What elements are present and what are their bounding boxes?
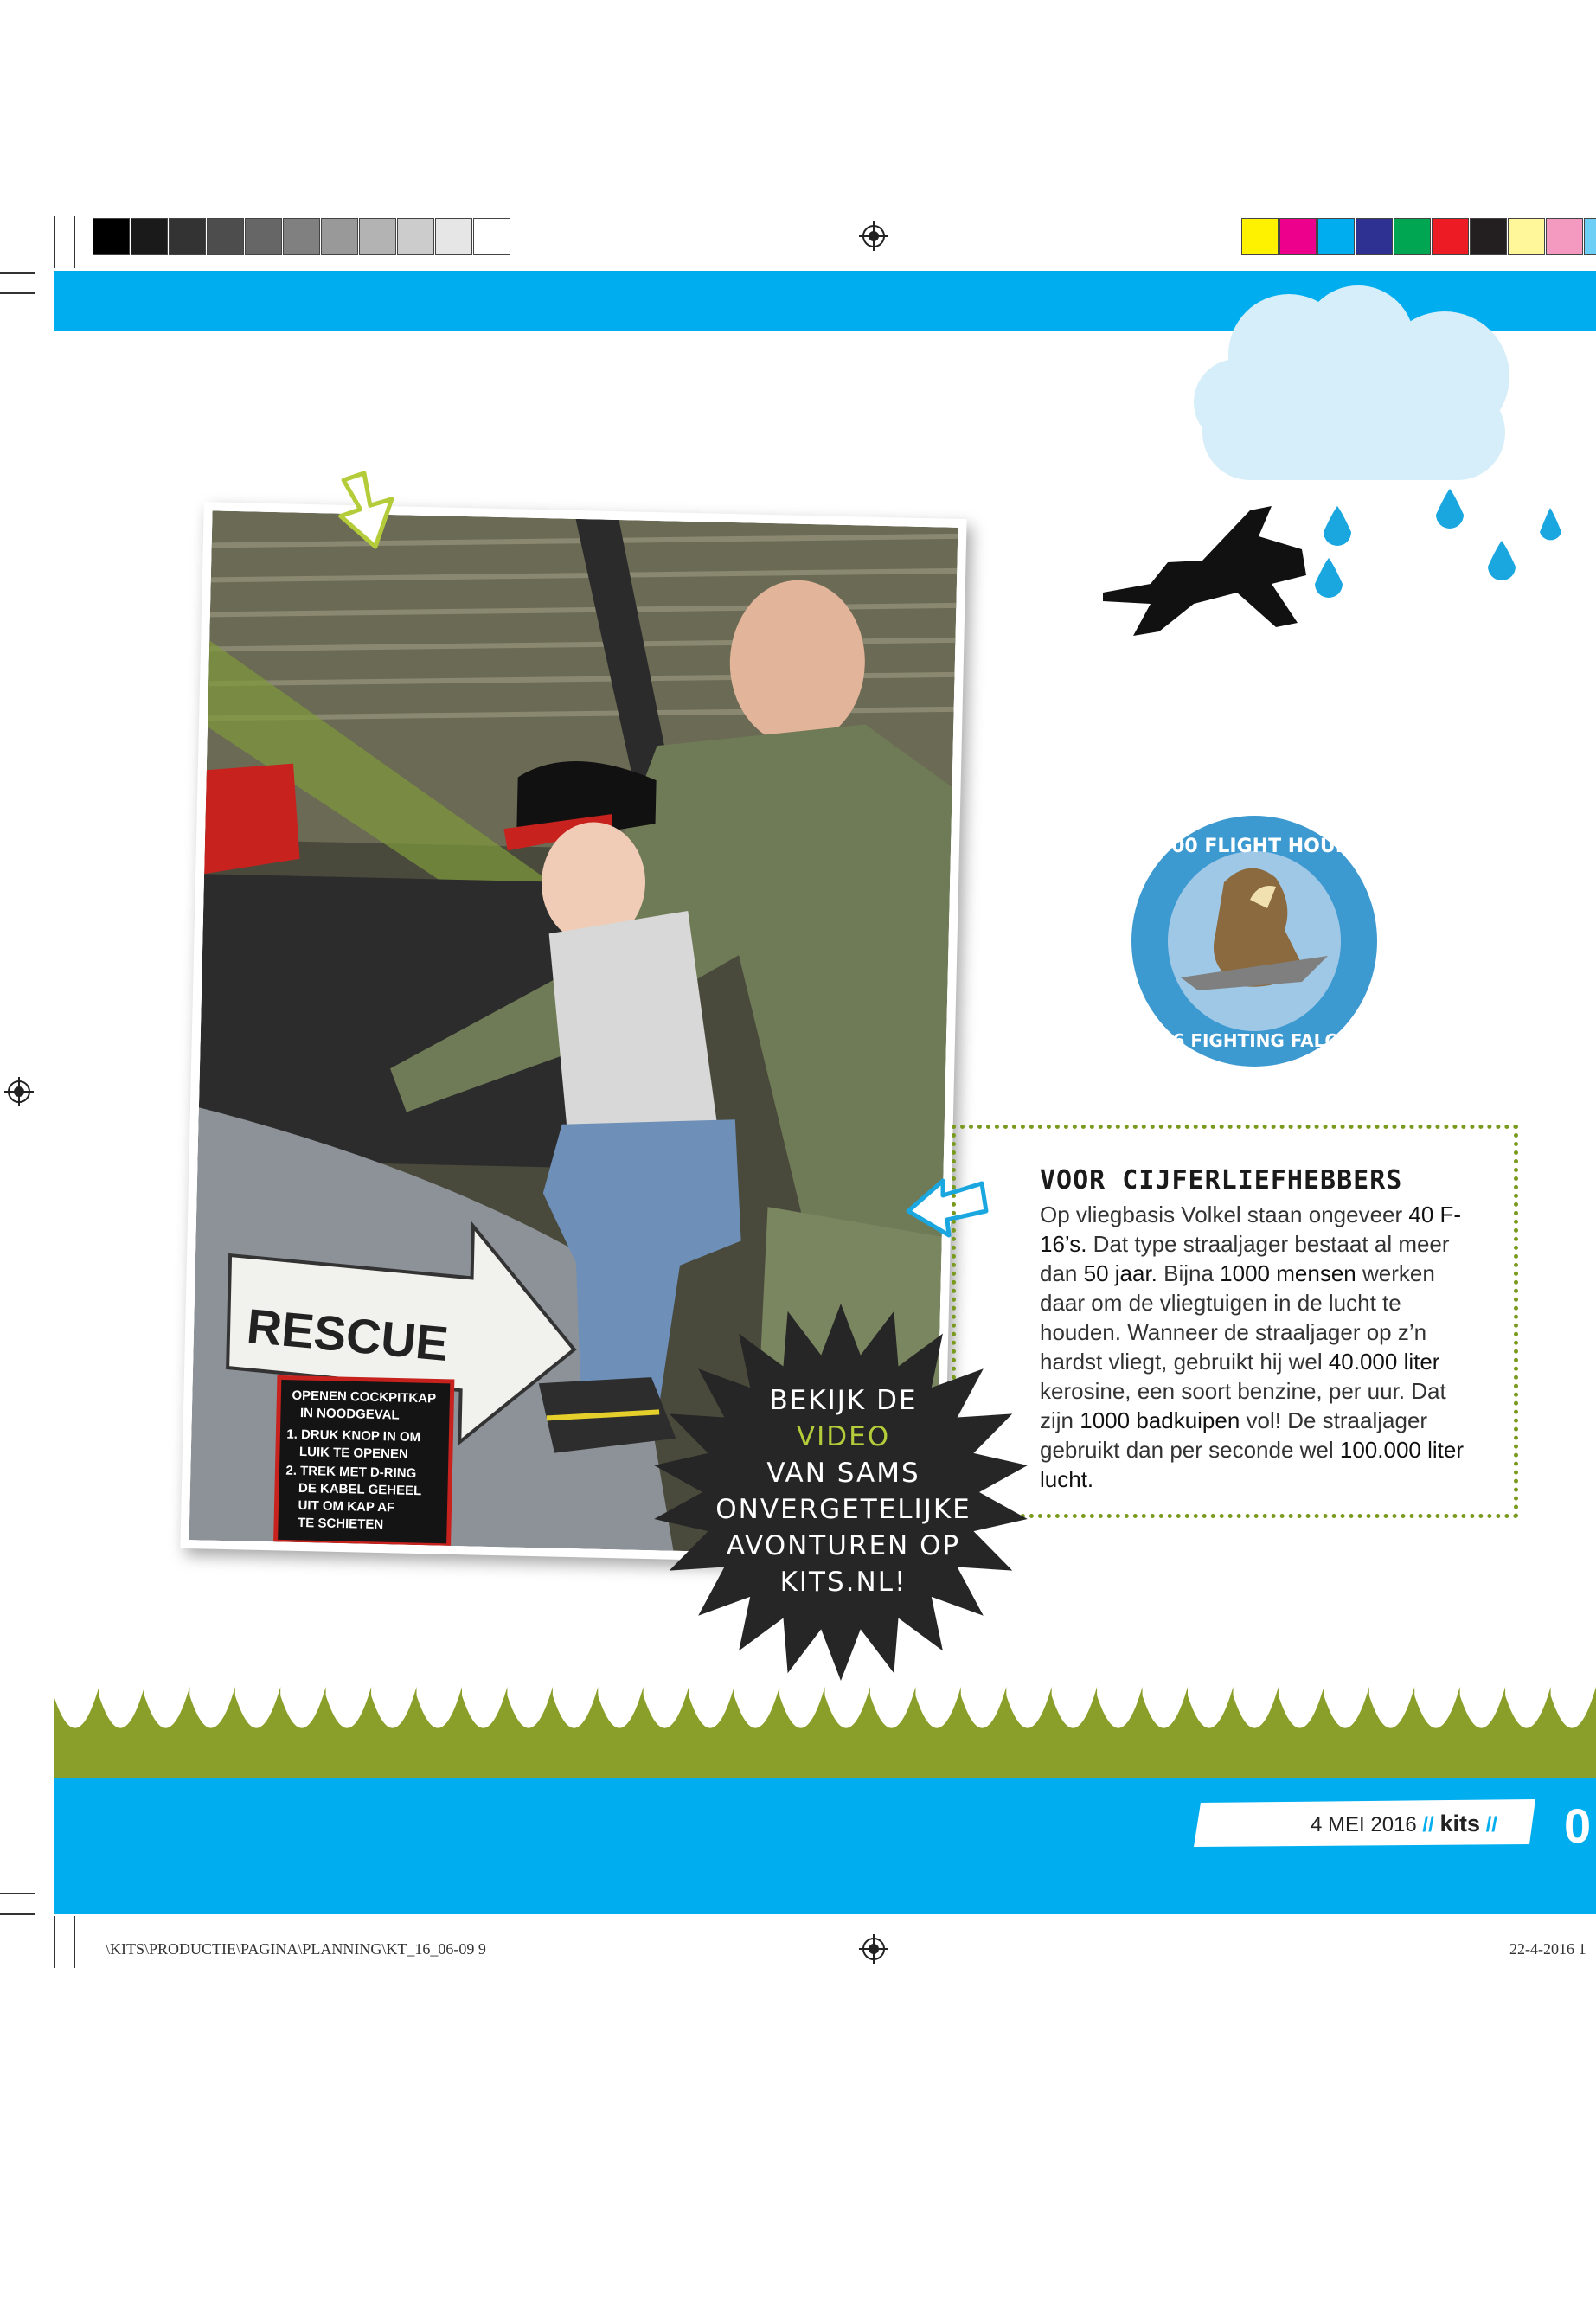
placard-line: OPENEN COCKPITKAP <box>292 1388 437 1407</box>
facts-text-segment: werken daar om de vliegtuigen in de lucht te houden. Wanneer de straaljager op z’n hardst vliegt, gebruikt hij wel <box>1040 1260 1435 1375</box>
grass-border <box>54 1661 1596 1782</box>
crop-mark <box>54 216 55 268</box>
callout-line: VAN SAMS <box>766 1458 920 1489</box>
facts-text-segment: Bijna <box>1157 1260 1221 1286</box>
gray-swatch <box>131 218 168 255</box>
placard-line: 2. TREK MET D-RING <box>285 1463 417 1482</box>
gray-swatch <box>359 218 396 255</box>
facts-text-segment: kerosine, een soort benzine, per uur. Dat zijn <box>1040 1378 1446 1433</box>
facts-text-segment: Op vliegbasis Volkel staan ongeveer <box>1040 1202 1409 1227</box>
crop-mark <box>74 216 75 268</box>
gray-swatch <box>207 218 244 255</box>
gray-swatch <box>473 218 510 255</box>
placard-line: 1. DRUK KNOP IN OM <box>286 1426 421 1445</box>
gray-swatch <box>435 218 472 255</box>
crop-mark <box>0 1913 35 1915</box>
placard-line: LUIK TE OPENEN <box>298 1444 408 1462</box>
crop-mark <box>0 1893 35 1894</box>
facts-title: VOOR CIJFERLIEFHEBBERS <box>1040 1165 1403 1195</box>
crop-mark <box>0 272 35 274</box>
facts-highlight: 50 jaar. <box>1083 1260 1157 1286</box>
facts-highlight: 40.000 liter <box>1328 1349 1440 1375</box>
gray-swatch <box>245 218 282 255</box>
callout-link[interactable]: KITS.NL! <box>779 1567 907 1598</box>
brand-name: kits <box>1439 1811 1480 1836</box>
video-callout[interactable] <box>688 1382 999 1600</box>
issue-date: 4 MEI 2016 <box>1311 1813 1417 1836</box>
callout-line: ONVERGETELIJKE <box>715 1494 971 1525</box>
crop-mark <box>74 1916 75 1968</box>
callout-video-word: VIDEO <box>796 1421 891 1452</box>
facts-highlight: 1000 badkuipen <box>1080 1407 1240 1433</box>
registration-mark-icon <box>859 221 888 251</box>
flight-hours-patch <box>1129 813 1380 1068</box>
patch-top-text: 1000 FLIGHT HOURS <box>1144 836 1364 857</box>
registration-mark-icon <box>4 1077 34 1106</box>
callout-line: BEKIJK DE <box>769 1385 918 1416</box>
slug-path: \KITS\PRODUCTIE\PAGINA\PLANNING\KT_16_06-09 9 <box>106 1940 486 1958</box>
facts-highlight: 100.000 liter lucht. <box>1040 1437 1464 1492</box>
fighter-jet-icon <box>1099 502 1332 644</box>
crop-mark <box>54 1916 55 1968</box>
separator: // <box>1422 1813 1434 1836</box>
registration-mark-icon <box>859 1934 888 1964</box>
callout-line: AVONTUREN OP <box>726 1530 961 1561</box>
color-swatch <box>1279 218 1317 255</box>
placard-line: IN NOODGEVAL <box>299 1405 400 1423</box>
grass-shape <box>54 1687 1596 1782</box>
gray-swatch <box>283 218 320 255</box>
separator: // <box>1485 1813 1497 1836</box>
facts-body <box>1040 1200 1472 1494</box>
placard-line: UIT OM KAP AF <box>298 1497 395 1516</box>
page-number: 0 <box>1564 1798 1592 1853</box>
color-swatch <box>1432 218 1469 255</box>
gray-swatch <box>397 218 434 255</box>
color-swatch <box>1394 218 1431 255</box>
rescue-sign-text: RESCUE <box>244 1298 451 1371</box>
color-swatch <box>1508 218 1545 255</box>
color-swatch <box>1470 218 1507 255</box>
color-swatch <box>1584 218 1596 255</box>
gray-swatch <box>93 218 130 255</box>
facts-highlight: 1000 mensen <box>1220 1260 1356 1286</box>
slug-date: 22-4-2016 1 <box>1509 1940 1586 1958</box>
arrow-down-icon <box>333 471 402 554</box>
placard-line: TE SCHIETEN <box>297 1515 384 1533</box>
facts-text-segment: Dat type straaljager bestaat al meer dan <box>1040 1231 1450 1286</box>
issue-date-line <box>1311 1811 1497 1837</box>
placard-line: DE KABEL GEHEEL <box>298 1480 422 1499</box>
color-swatch <box>1546 218 1583 255</box>
color-swatch <box>1317 218 1355 255</box>
color-swatch <box>1356 218 1393 255</box>
color-swatch <box>1241 218 1279 255</box>
facts-highlight: 40 F-16’s. <box>1040 1202 1462 1257</box>
gray-swatch <box>169 218 206 255</box>
facts-text-segment: vol! De straaljager gebruikt dan per seconde wel <box>1040 1407 1428 1463</box>
patch-bottom-text: F-16 FIGHTING FALCON <box>1142 1030 1367 1051</box>
crop-mark <box>0 292 35 294</box>
gray-swatch <box>321 218 358 255</box>
